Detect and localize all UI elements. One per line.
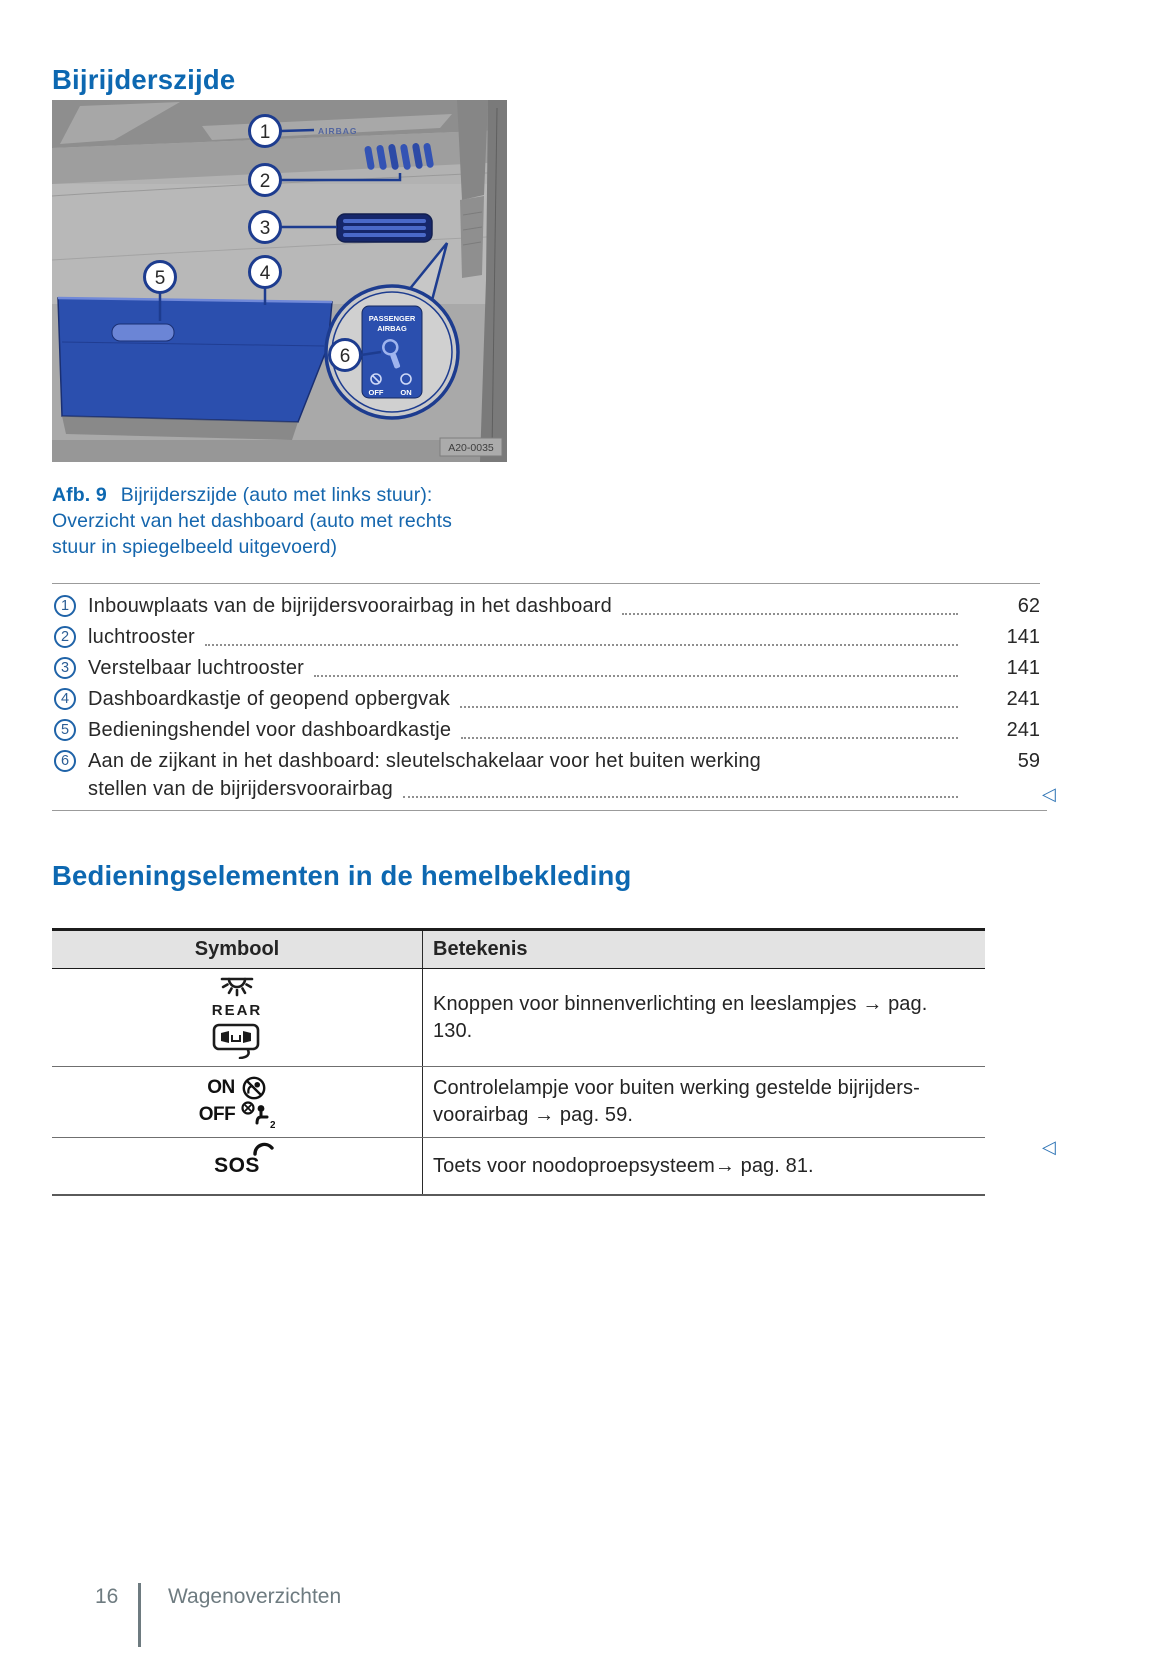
legend-item [52,623,1040,651]
symbol-cell [52,1138,423,1194]
section-title-headliner-controls: Bedieningselementen in de hemelbekleding [52,860,632,891]
sos-label: SOS [214,1154,260,1177]
dotted-leader [314,654,958,677]
embossed-airbag-label: AIRBAG [318,126,358,136]
glovebox-handle [112,324,174,341]
legend-item [52,716,1040,744]
callout-6: 6 [339,346,351,367]
dotted-leader [622,592,958,615]
column-header-meaning: Betekenis [433,938,528,960]
section-title-passenger-side: Bijrijderszijde [52,64,236,95]
callout-badge: 6 [54,750,76,772]
footer-divider-bar [138,1583,141,1647]
page-reference: 241 [1006,688,1040,710]
meaning-cell [423,969,985,1066]
figure-caption-text: Bijrijderszijde (auto met links stuur): Overzicht van het dashboard (auto met rechts stuur in spiegelbeeld uitgevoerd) [52,484,453,558]
figure-caption-label: Afb. 9 [52,484,107,506]
legend-text: Bedieningshendel voor dashboardkastje [88,719,452,741]
legend-text: stellen van de bijrijdersvoorairbag [88,778,393,800]
figure-legend-list [52,583,1040,806]
column-header-symbol: Symbool [52,931,423,968]
glovebox [58,298,332,440]
legend-text: Verstelbaar luchtrooster [88,657,305,679]
rear-label: REAR [211,1002,263,1019]
switch-label-on: ON [400,388,412,397]
table-row [52,1067,985,1138]
dashboard-figure [52,100,507,462]
section-end-marker: ◁ [1042,1137,1056,1157]
footer-page-number: 16 [95,1585,119,1608]
page-reference: 141 [1006,626,1040,648]
table-row [52,969,985,1067]
table-row [52,1138,985,1194]
dotted-leader [205,623,958,646]
meaning-cell [423,1067,985,1137]
callout-badge: 2 [54,626,76,648]
legend-text-block [88,747,974,803]
callout-4: 4 [259,263,271,284]
callout-badge: 1 [54,595,76,617]
passenger-airbag-icon [241,1101,275,1129]
figure-caption [52,482,500,560]
page-reference: 241 [1006,719,1040,741]
dotted-leader [460,685,958,708]
page-reference: 141 [1006,657,1040,679]
adjustable-vent [337,214,432,242]
legend-text: Aan de zijkant in het dashboard: sleutelschakelaar voor het buiten werking [88,750,761,772]
legend-item [52,747,1040,803]
on-label: ON [207,1077,235,1098]
page-footer [95,1585,341,1647]
callout-badge: 3 [54,657,76,679]
switch-label-passenger: PASSENGER [368,314,416,323]
dotted-leader [403,775,958,798]
legend-text: Inbouwplaats van de bijrijdersvoorairbag in het dashboard [88,595,612,617]
section-divider [52,810,1047,811]
image-code: A20-0035 [448,442,494,454]
switch-label-off: OFF [368,388,384,397]
callout-1: 1 [259,122,271,143]
dotted-leader [461,716,958,739]
page-reference: 62 [1017,595,1040,617]
interior-light-icon [214,976,260,1000]
off-label: OFF [198,1104,236,1125]
callout-2: 2 [259,171,271,192]
callout-badge: 5 [54,719,76,741]
callout-badge: 4 [54,688,76,710]
legend-item [52,592,1040,620]
symbol-cell [52,1067,423,1137]
symbol-cell [52,969,423,1066]
airbag-disabled-indicator-icon [241,1075,267,1101]
page-reference: 59 [1017,750,1040,772]
symbols-table [52,928,985,1196]
switch-label-airbag: AIRBAG [377,324,407,333]
meaning-text: Toets voor noodoproepsysteem→ pag. 81. [433,1154,814,1177]
meaning-cell [423,1138,985,1194]
section-end-marker: ◁ [1042,784,1056,804]
subscript-2: 2 [270,1120,276,1129]
legend-item [52,685,1040,713]
meaning-text: Knoppen voor binnenverlichting en leeslampjes → pag. 130. [433,992,928,1042]
vanity-mirror-icon [212,1023,262,1059]
callout-5: 5 [154,268,166,289]
callout-3: 3 [259,218,271,239]
legend-text: luchtrooster [88,626,195,648]
footer-chapter-title: Wagenoverzichten [168,1585,342,1608]
table-header-row [52,931,985,969]
sos-handset-icon [252,1140,276,1158]
legend-text: Dashboardkastje of geopend opbergvak [88,688,450,710]
meaning-text: Controlelampje voor buiten werking gestelde bijrijders-voorairbag → pag. 59. [433,1077,920,1126]
legend-item [52,654,1040,682]
